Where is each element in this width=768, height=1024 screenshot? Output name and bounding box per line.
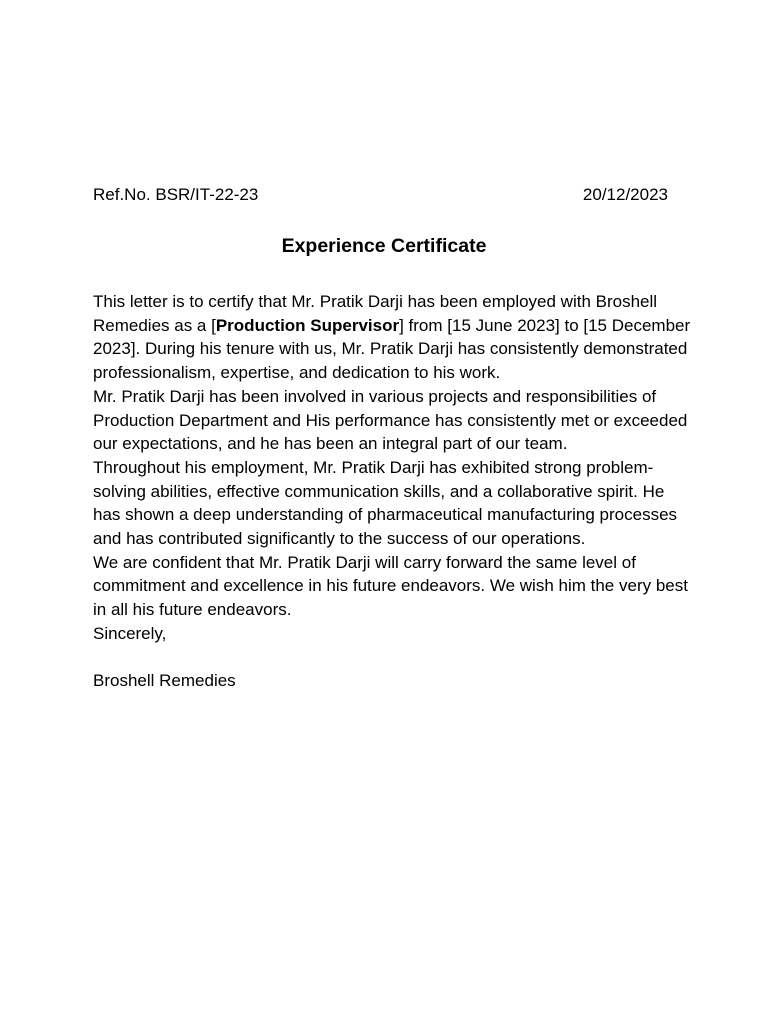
spacer	[93, 646, 693, 670]
job-title: Production Supervisor	[215, 315, 400, 335]
reference-number: Ref.No. BSR/IT-22-23	[93, 185, 259, 204]
letter-body	[93, 290, 693, 693]
closing: Sincerely,	[93, 623, 167, 643]
document-title: Experience Certificate	[281, 235, 487, 257]
paragraph-projects: Mr. Pratik Darji has been involved in various projects and responsibilities of Production Department and His performance has consistently met or exceeded our expectations, and he has been an integral part of our team.	[93, 386, 688, 454]
reference-line	[93, 184, 668, 206]
paragraph-wishes: We are confident that Mr. Pratik Darji will carry forward the same level of commitment and excellence in his future endeavors. We wish him the very best in all his future endeavors.	[93, 552, 688, 620]
letter-date: 20/12/2023	[582, 185, 668, 204]
paragraph-employment	[93, 290, 693, 385]
paragraph-employment-rest: ] from [15 June 2023] to [15 December 2023]. During his tenure with us, Mr. Pratik Darji has consistently demonstrated professionalism, expertise, and dedication to his work.	[93, 315, 691, 383]
paragraph-skills: Throughout his employment, Mr. Pratik Darji has exhibited strong problem-solving abilities, effective communication skills, and a collaborative spirit. He has shown a deep understanding of pharmaceutical manufacturing processes and has contributed significantly to the success of our operations.	[93, 457, 678, 549]
signatory: Broshell Remedies	[93, 671, 236, 691]
paragraph-employment-intro: This letter is to certify that Mr. Pratik Darji has been employed with Broshell Remedies as a [	[93, 292, 658, 335]
